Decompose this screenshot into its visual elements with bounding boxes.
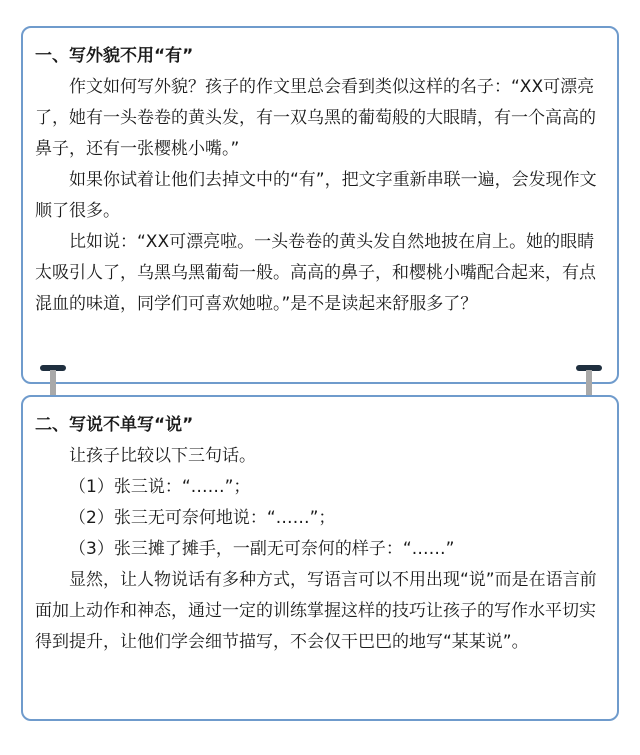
section-card-dialogue — [21, 395, 619, 721]
section-title: 一、写外貌不用“有” — [35, 46, 194, 66]
intro-text: 让孩子比较以下三句话。 — [69, 446, 256, 466]
example-item: （1）张三说：“……”； — [69, 477, 251, 497]
paragraph: 作文如何写外貌？孩子的作文里总会看到类似这样的名子：“XX可漂亮了，她有一头卷卷的黄头发，有一双乌黑的葡萄般的大眼睛，有一个高高的鼻子，还有一张樱桃小嘴。” — [35, 77, 596, 159]
paragraph: 如果你试着让他们去掉文中的“有”，把文字重新串联一遍，会发现作文顺了很多。 — [35, 170, 597, 221]
example-item: （2）张三无可奈何地说：“……”； — [69, 508, 336, 528]
conclusion-text: 显然，让人物说话有多种方式，写语言可以不用出现“说”而是在语言前面加上动作和神态，通过一定的训练掌握这样的技巧让孩子的写作水平切实得到提升，让他们学会细节描写，不会仅干巴巴的地写“某某说”。 — [35, 570, 597, 652]
example-item: （3）张三摊了摊手，一副无可奈何的样子：“……” — [69, 539, 455, 559]
section-card-appearance — [21, 26, 619, 384]
section-title: 二、写说不单写“说” — [35, 415, 194, 435]
paragraph: 比如说：“XX可漂亮啦。一头卷卷的黄头发自然地披在肩上。她的眼睛太吸引人了，乌黑乌黑葡萄一般。高高的鼻子，和樱桃小嘴配合起来，有点混血的味道，同学们可喜欢她啦。”是不是读起来舒服多了？ — [35, 232, 596, 314]
